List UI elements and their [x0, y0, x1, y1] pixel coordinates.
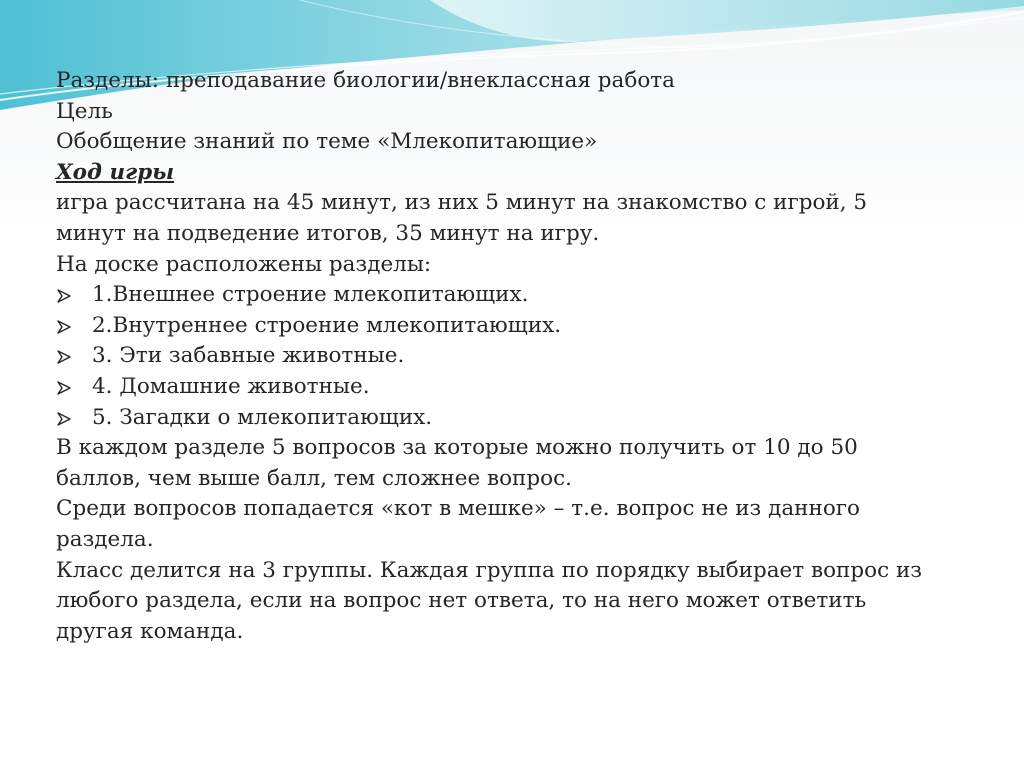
- board-intro: На доске расположены разделы:: [56, 251, 432, 277]
- list-item: [56, 372, 966, 403]
- list-item: [56, 341, 966, 372]
- goal-label: Цель: [56, 98, 113, 124]
- goal-text: Обобщение знаний по теме «Млекопитающие»: [56, 129, 598, 155]
- groups-line: Класс делится на 3 группы. Каждая группа по порядку выбирает вопрос из: [56, 557, 923, 583]
- cat-in-bag-paragraph: [56, 494, 966, 555]
- list-item-text: 1.Внешнее строение млекопитающих.: [92, 282, 529, 308]
- cat-in-bag-line: раздела.: [56, 526, 154, 552]
- list-item-text: 5. Загадки о млекопитающих.: [92, 404, 433, 430]
- scoring-line: В каждом разделе 5 вопросов за которые можно получить от 10 до 50: [56, 435, 858, 461]
- groups-line: любого раздела, если на вопрос нет ответа, то на него может ответить: [56, 588, 867, 614]
- arrow-bullet-icon: [56, 320, 72, 334]
- game-heading: Ход игры: [56, 159, 175, 185]
- duration-line: игра рассчитана на 45 минут, из них 5 минут на знакомство с игрой, 5: [56, 190, 868, 216]
- groups-paragraph: [56, 556, 966, 648]
- arrow-bullet-icon: [56, 350, 72, 364]
- arrow-bullet-icon: [56, 289, 72, 303]
- scoring-paragraph: [56, 433, 966, 494]
- list-item: [56, 311, 966, 342]
- arrow-bullet-icon: [56, 412, 72, 426]
- list-item-text: 2.Внутреннее строение млекопитающих.: [92, 312, 562, 338]
- groups-line: другая команда.: [56, 618, 244, 644]
- list-item-text: 3. Эти забавные животные.: [92, 343, 405, 369]
- list-item: [56, 280, 966, 311]
- duration-line: минут на подведение итогов, 35 минут на игру.: [56, 220, 600, 246]
- cat-in-bag-line: Среди вопросов попадается «кот в мешке» – т.е. вопрос не из данного: [56, 496, 860, 522]
- slide-text-body: [56, 66, 966, 647]
- list-item: [56, 403, 966, 434]
- sections-line: Разделы: преподавание биологии/внеклассная работа: [56, 68, 675, 93]
- board-sections-list: [56, 280, 966, 433]
- duration-paragraph: [56, 188, 966, 249]
- list-item-text: 4. Домашние животные.: [92, 373, 370, 399]
- scoring-line: баллов, чем выше балл, тем сложнее вопрос.: [56, 465, 572, 491]
- arrow-bullet-icon: [56, 381, 72, 395]
